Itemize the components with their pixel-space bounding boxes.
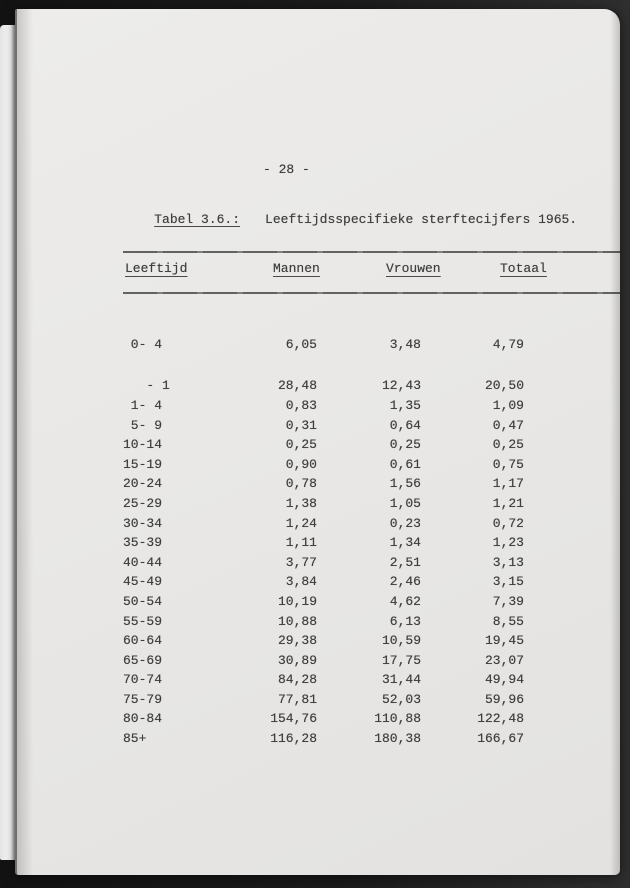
- table-header-rule: [123, 292, 620, 294]
- mannen-value: 0,90: [285, 456, 317, 472]
- table-row: [123, 592, 526, 612]
- totaal-value: 0,75: [492, 456, 524, 472]
- totaal-value: 3,15: [492, 574, 524, 590]
- vrouwen-value: 10,59: [381, 633, 421, 649]
- age-cell: 55-59: [123, 613, 163, 629]
- mannen-value: 30,89: [277, 652, 317, 668]
- vrouwen-value: 12,43: [381, 378, 421, 394]
- vrouwen-value: 110,88: [374, 711, 421, 727]
- vrouwen-value: 31,44: [381, 672, 421, 688]
- age-cell: 25-29: [123, 495, 163, 511]
- table-row: [123, 670, 526, 690]
- vrouwen-value: 52,03: [381, 691, 421, 707]
- vrouwen-value: 1,56: [389, 476, 421, 492]
- age-cell: 30-34: [123, 515, 163, 531]
- age-cell: 10-14: [123, 437, 163, 453]
- column-header-vrouwen: Vrouwen: [386, 261, 441, 276]
- age-cell: 85+: [123, 731, 147, 747]
- totaal-value: 0,25: [492, 437, 524, 453]
- table-row: [123, 709, 526, 729]
- totaal-value: 59,96: [484, 691, 524, 707]
- age-cell: - 1: [123, 378, 170, 394]
- age-cell: 45-49: [123, 574, 163, 590]
- vrouwen-value: 0,25: [389, 437, 421, 453]
- table-row: [123, 435, 526, 455]
- vrouwen-value: 2,51: [389, 554, 421, 570]
- mannen-value: 1,24: [285, 515, 317, 531]
- age-cell: 15-19: [123, 456, 163, 472]
- totaal-value: 1,09: [492, 397, 524, 413]
- age-cell: 65-69: [123, 652, 163, 668]
- mannen-value: 77,81: [277, 691, 317, 707]
- vrouwen-value: 0,61: [389, 456, 421, 472]
- table-caption-text: Leeftijdsspecifieke sterftecijfers 1965.: [265, 212, 578, 227]
- mannen-value: 3,77: [285, 554, 317, 570]
- table-body: [123, 335, 526, 748]
- age-cell: 1- 4: [123, 397, 163, 413]
- table-row: [123, 474, 526, 494]
- column-header-mannen: Mannen: [273, 261, 320, 276]
- age-cell: 20-24: [123, 476, 163, 492]
- age-cell: 35-39: [123, 535, 163, 551]
- totaal-value: 7,39: [492, 593, 524, 609]
- vrouwen-value: 3,48: [389, 337, 421, 353]
- totaal-value: 20,50: [484, 378, 524, 394]
- vrouwen-value: 180,38: [374, 731, 421, 747]
- table-row: [123, 690, 526, 710]
- mannen-value: 0,83: [285, 397, 317, 413]
- mannen-value: 0,25: [285, 437, 317, 453]
- totaal-value: 122,48: [477, 711, 524, 727]
- table-row: [123, 396, 526, 416]
- vrouwen-value: 6,13: [389, 613, 421, 629]
- totaal-value: 8,55: [492, 613, 524, 629]
- table-top-rule: [123, 251, 620, 253]
- table-row: [123, 415, 526, 435]
- mannen-value: 29,38: [277, 633, 317, 649]
- mannen-value: 84,28: [277, 672, 317, 688]
- underlying-page-edge: [0, 25, 15, 860]
- table-row: [123, 513, 526, 533]
- mannen-value: 154,76: [270, 711, 317, 727]
- age-cell: 60-64: [123, 633, 163, 649]
- vrouwen-value: 1,05: [389, 495, 421, 511]
- vrouwen-value: 1,34: [389, 535, 421, 551]
- mannen-value: 1,11: [285, 535, 317, 551]
- column-header-leeftijd: Leeftijd: [125, 261, 188, 276]
- mannen-value: 0,78: [285, 476, 317, 492]
- page-number: - 28 -: [263, 162, 310, 177]
- table-row: [123, 454, 526, 474]
- column-header-totaal: Totaal: [500, 261, 547, 276]
- mannen-value: 10,88: [277, 613, 317, 629]
- age-cell: 40-44: [123, 554, 163, 570]
- age-cell: 80-84: [123, 711, 163, 727]
- age-cell: 5- 9: [123, 417, 163, 433]
- vrouwen-value: 17,75: [381, 652, 421, 668]
- totaal-value: 49,94: [484, 672, 524, 688]
- age-cell: 50-54: [123, 593, 163, 609]
- table-row: [123, 729, 526, 749]
- totaal-value: 1,17: [492, 476, 524, 492]
- vrouwen-value: 0,64: [389, 417, 421, 433]
- mannen-value: 0,31: [285, 417, 317, 433]
- mannen-value: 116,28: [270, 731, 317, 747]
- document-page: [15, 9, 620, 875]
- table-row: [123, 494, 526, 514]
- mannen-value: 10,19: [277, 593, 317, 609]
- mannen-value: 1,38: [285, 495, 317, 511]
- table-row: [123, 552, 526, 572]
- vrouwen-value: 2,46: [389, 574, 421, 590]
- mannen-value: 28,48: [277, 378, 317, 394]
- table-row: [123, 631, 526, 651]
- totaal-value: 3,13: [492, 554, 524, 570]
- table-row: [123, 335, 526, 355]
- totaal-value: 1,21: [492, 495, 524, 511]
- mannen-value: 3,84: [285, 574, 317, 590]
- table-row: [123, 572, 526, 592]
- totaal-value: 1,23: [492, 535, 524, 551]
- table-row: [123, 611, 526, 631]
- totaal-value: 19,45: [484, 633, 524, 649]
- mannen-value: 6,05: [285, 337, 317, 353]
- totaal-value: 0,47: [492, 417, 524, 433]
- table-row: [123, 376, 526, 396]
- totaal-value: 0,72: [492, 515, 524, 531]
- age-cell: 75-79: [123, 691, 163, 707]
- vrouwen-value: 0,23: [389, 515, 421, 531]
- age-cell: 0- 4: [123, 337, 163, 353]
- vrouwen-value: 4,62: [389, 593, 421, 609]
- vrouwen-value: 1,35: [389, 397, 421, 413]
- table-row: [123, 650, 526, 670]
- age-cell: 70-74: [123, 672, 163, 688]
- table-caption: [123, 200, 577, 239]
- totaal-value: 4,79: [492, 337, 524, 353]
- table-caption-label: Tabel 3.6.:: [154, 212, 241, 227]
- table-row: [123, 533, 526, 553]
- totaal-value: 23,07: [484, 652, 524, 668]
- totaal-value: 166,67: [477, 731, 524, 747]
